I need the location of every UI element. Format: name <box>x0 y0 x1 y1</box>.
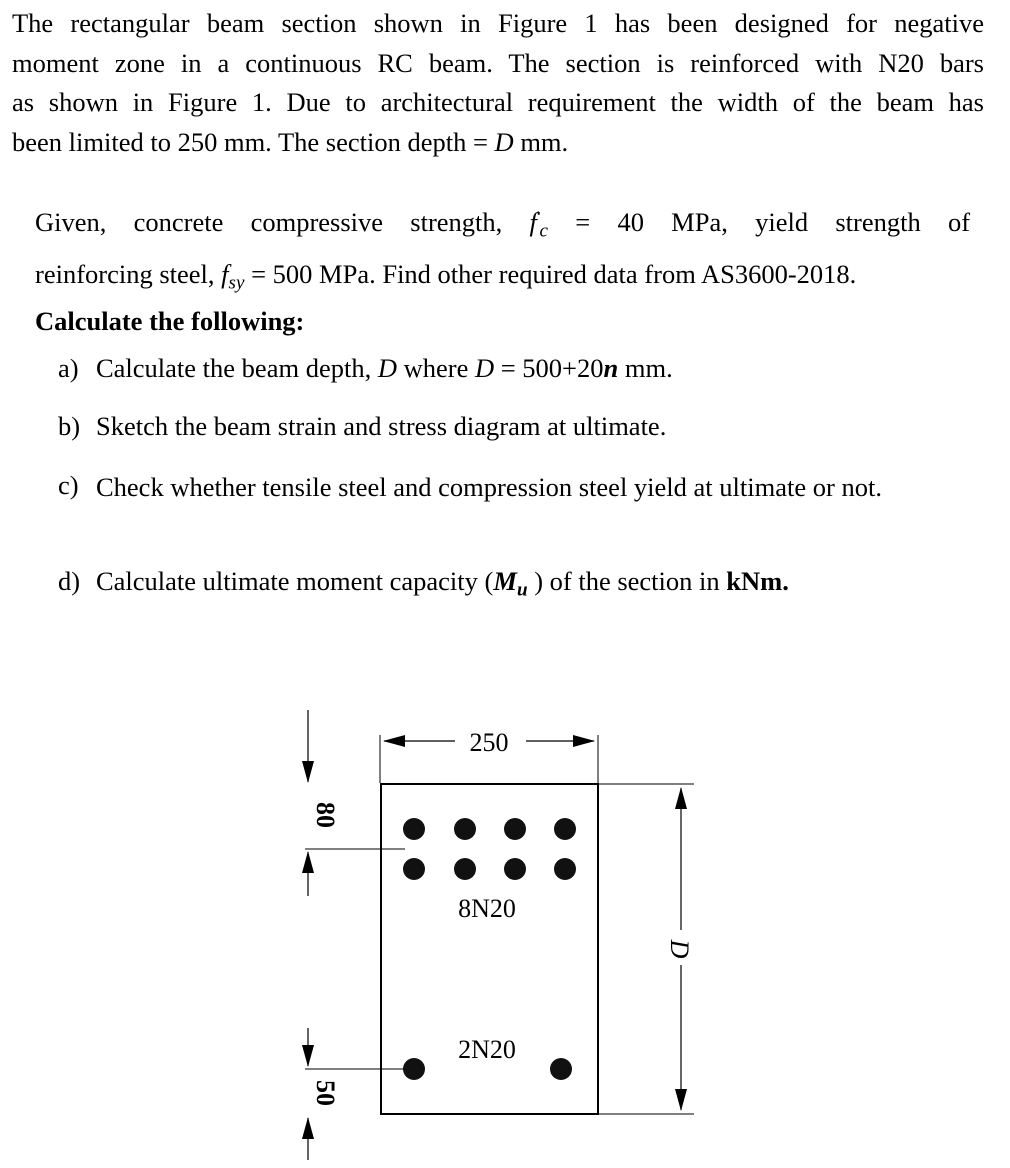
fc-symbol: $f'_c$ <box>529 206 549 242</box>
given-line-2: reinforcing steel, $f_{sy} = 500$ MPa. Find other required data from AS3600-2018. <box>35 258 857 294</box>
item-c: c) Check whether tensile steel and compression steel yield at ultimate or not. <box>58 470 882 502</box>
bar <box>550 1058 572 1080</box>
item-b: b) Sketch the beam strain and stress diagram at ultimate. <box>58 411 667 441</box>
intro-line-2: moment zone in a continuous RC beam. The section is reinforced with N20 bars <box>12 47 984 78</box>
depth-label: D <box>665 939 694 959</box>
intro-line-3: as shown in Figure 1. Due to architectural requirement the width of the beam has <box>12 87 984 117</box>
bar <box>454 818 476 840</box>
bar <box>403 818 425 840</box>
top-bars-label: 8N20 <box>458 894 516 923</box>
item-a: a) Calculate the beam depth, D where D = 500+20n mm. <box>58 353 673 383</box>
top-bars <box>403 818 576 880</box>
bottom-dim-label: 50 <box>311 1080 340 1106</box>
intro-line-1: The rectangular beam section shown in Figure 1 has been designed for negative <box>12 8 984 38</box>
bar <box>504 858 526 880</box>
bar <box>403 1058 425 1080</box>
given-line-1: Given, concrete compressive strength, $f'_c = 40$ MPa, yield strength of <box>35 206 971 242</box>
item-d: d) Calculate ultimate moment capacity ($M_u$ ) of the section in kNm. <box>58 566 789 601</box>
intro-line-4: been limited to 250 mm. The section depth = D mm. <box>12 126 569 157</box>
bar <box>504 818 526 840</box>
calculate-heading: Calculate the following: <box>35 306 305 336</box>
bar <box>403 858 425 880</box>
bottom-bars-label: 2N20 <box>458 1035 516 1064</box>
bar <box>554 818 576 840</box>
width-label: 250 <box>469 728 509 757</box>
top-dim-label: 80 <box>311 802 340 828</box>
bar <box>454 858 476 880</box>
bar <box>554 858 576 880</box>
